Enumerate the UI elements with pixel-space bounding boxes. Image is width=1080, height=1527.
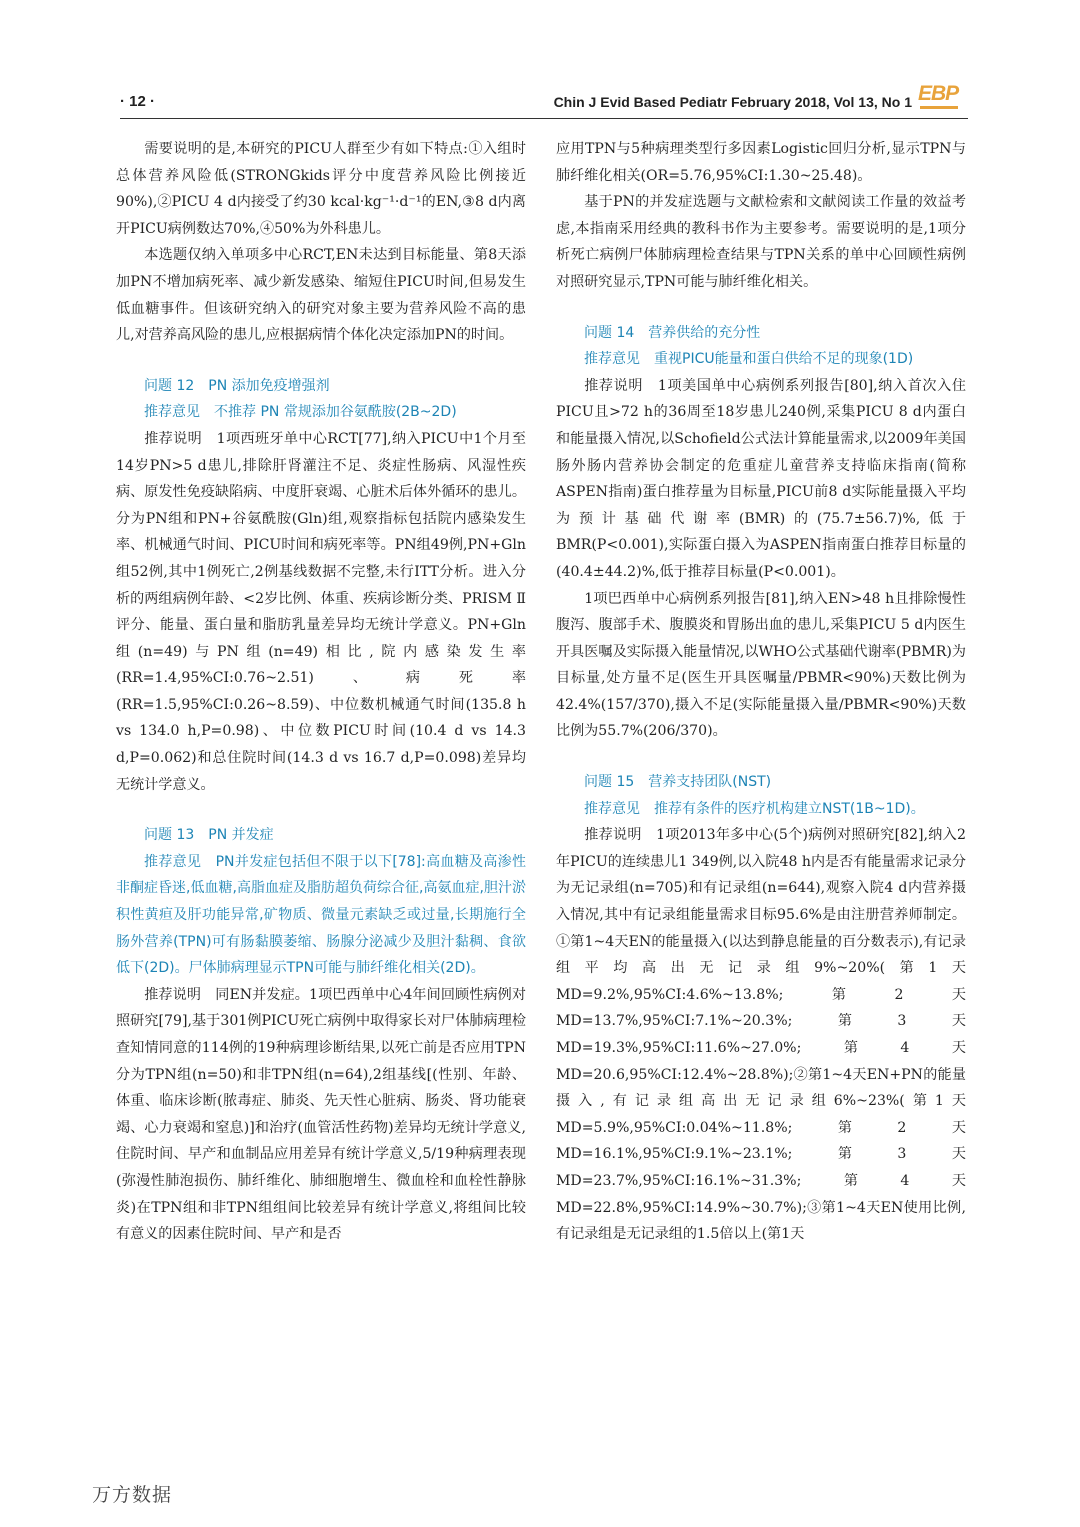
question-12-title: 问题 12 PN 添加免疫增强剂	[144, 377, 330, 394]
question-14-title: 问题 14 营养供给的充分性	[584, 324, 761, 341]
question-15-explanation: 推荐说明 1项2013年多中心(5个)病例对照研究[82],纳入2年PICU的连续患儿1 349例,以入院48 h内是否有能量需求记录分为无记录组(n=705)和有记录组(n=644),观察入院4 d内营养摄入情况,其中有记录组能量需求目标95.6%是由注册营养师制定。①第1~4天EN的能量摄入(以达到静息能量的百分数表示),有记录组平均高出无记录组9%~20%(第1天MD=9.2%,95%CI:4.6%~13.8%;第2天MD=13.7%,95%CI:7.1%~20.3%;第3天MD=19.3%,95%CI:11.6%~27.0%;第4天MD=20.6,95%CI:12.4%~28.8%);②第1~4天EN+PN的能量摄入,有记录组高出无记录组6%~23%(第1天MD=5.9%,95%CI:0.04%~11.8%;第2天MD=16.1%,95%CI:9.1%~23.1%;第3天MD=23.7%,95%CI:16.1%~31.3%;第4天MD=22.8%,95%CI:14.9%~30.7%);③第1~4天EN使用比例,有记录组是无记录组的1.5倍以上(第1天	[556, 827, 966, 1243]
question-12-explanation: 推荐说明 1项西班牙单中心RCT[77],纳入PICU中1个月至14岁PN>5 d患儿,排除肝肾灌注不足、炎症性肠病、风湿性疾病、原发性免疫缺陷病、中度肝衰竭、心脏术后体外循环的患儿。分为PN组和PN+谷氨酰胺(Gln)组,观察指标包括院内感染发生率、机械通气时间、PICU时间和病死率等。PN组49例,PN+Gln组52例,其中1例死亡,2例基线数据不完整,未行ITT分析。进入分析的两组病例年龄、<2岁比例、体重、疾病诊断分类、PRISM Ⅱ评分、能量、蛋白量和脂肪乳量差异均无统计学意义。PN+Gln组(n=49)与PN组(n=49)相比,院内感染发生率(RR=1.4,95%CI:0.76~2.51)、病死率(RR=1.5,95%CI:0.26~8.59)、中位数机械通气时间(135.8 h vs 134.0 h,P=0.98)、中位数PICU时间(10.4 d vs 14.3 d,P=0.062)和总住院时间(14.3 d vs 16.7 d,P=0.098)差异均无统计学意义。	[116, 430, 526, 793]
question-13-recommendation: 推荐意见 PN并发症包括但不限于以下[78]:高血糖及高渗性非酮症昏迷,低血糖,高脂血症及脂肪超负荷综合征,高氨血症,胆汁淤积性黄疸及肝功能异常,矿物质、微量元素缺乏或过量,长期施行全肠外营养(TPN)可有肠黏膜萎缩、肠腺分泌减少及胆汁黏稠、食欲低下(2D)。尸体肺病理显示TPN可能与肺纤维化相关(2D)。	[116, 853, 526, 977]
journal-citation: Chin J Evid Based Pediatr February 2018, Vol 13, No 1	[553, 94, 912, 110]
paragraph: 应用TPN与5种病理类型行多因素Logistic回归分析,显示TPN与肺纤维化相关(OR=5.76,95%CI:1.30~25.48)。	[556, 141, 966, 184]
right-column	[556, 136, 966, 1248]
paragraph: 本选题仅纳入单项多中心RCT,EN未达到目标能量、第8天添加PN不增加病死率、减少新发感染、缩短住PICU时间,但易发生低血糖事件。但该研究纳入的研究对象主要为营养风险不高的患儿,对营养高风险的患儿,应根据病情个体化决定添加PN的时间。	[116, 247, 526, 344]
question-15-recommendation: 推荐意见 推荐有条件的医疗机构建立NST(1B~1D)。	[584, 800, 925, 817]
paragraph: 需要说明的是,本研究的PICU人群至少有如下特点:①入组时总体营养风险低(STRONGkids评分中度营养风险比例接近90%),②PICU 4 d内接受了约30 kcal·kg⁻¹·d⁻¹的EN,③8 d内离开PICU病例数达70%,④50%为外科患儿。	[116, 141, 526, 237]
question-13-explanation: 推荐说明 同EN并发症。1项巴西单中心4年间回顾性病例对照研究[79],基于301例PICU死亡病例中取得家长对尸体肺病理检查知情同意的114例的19种病理诊断结果,以死亡前是否应用TPN分为TPN组(n=50)和非TPN组(n=64),2组基线[(性别、年龄、体重、临床诊断(脓毒症、肺炎、先天性心脏病、肠炎、肾功能衰竭、心力衰竭和窒息)]和治疗(血管活性药物)差异均无统计学意义,住院时间、早产和血制品应用差异有统计学意义,5/19种病理表现(弥漫性肺泡损伤、肺纤维化、肺细胞增生、微血栓和血栓性静脉炎)在TPN组和非TPN组组间比较差异有统计学意义,将组间比较有意义的因素住院时间、早产和是否	[116, 986, 526, 1243]
page-number: · 12 ·	[120, 93, 156, 110]
page-header	[120, 82, 968, 119]
question-15-title: 问题 15 营养支持团队(NST)	[584, 774, 772, 791]
question-14-explanation: 推荐说明 1项美国单中心病例系列报告[80],纳入首次入住PICU且>72 h的36周至18岁患儿240例,采集PICU 8 d内蛋白和能量摄入情况,以Schofield公式法计算能量需求,以2009年美国肠外肠内营养协会制定的危重症儿童营养支持临床指南(简称ASPEN指南)蛋白推荐量为目标量,PICU前8 d实际能量摄入平均为预计基础代谢率(BMR)的(75.7±56.7)%,低于BMR(P<0.001),实际蛋白摄入为ASPEN指南蛋白推荐目标量的(40.4±44.2)%,低于推荐目标量(P<0.001)。	[556, 377, 966, 580]
question-14-explanation-2: 1项巴西单中心病例系列报告[81],纳入EN>48 h且排除慢性腹泻、腹部手术、腹膜炎和胃肠出血的患儿,采集PICU 5 d内医生开具医嘱及实际摄入能量情况,以WHO公式基础代谢率(PBMR)为目标量,处方量不足(医生开具医嘱量/PBMR<90%)天数比例为42.4%(157/370),摄入不足(实际能量摄入量/PBMR<90%)天数比例为55.7%(206/370)。	[556, 590, 966, 740]
journal-logo: EBP	[918, 82, 964, 112]
source-watermark: 万方数据	[92, 1484, 173, 1506]
left-column	[116, 136, 526, 1248]
question-13-title: 问题 13 PN 并发症	[144, 827, 274, 844]
question-14-recommendation: 推荐意见 重视PICU能量和蛋白供给不足的现象(1D)	[584, 351, 914, 368]
paragraph: 基于PN的并发症选题与文献检索和文献阅读工作量的效益考虑,本指南采用经典的教科书作为主要参考。需要说明的是,1项分析死亡病例尸体肺病理检查结果与TPN关系的单中心回顾性病例对照研究显示,TPN可能与肺纤维化相关。	[556, 194, 966, 290]
question-12-recommendation: 推荐意见 不推荐 PN 常规添加谷氨酰胺(2B~2D)	[144, 404, 457, 421]
